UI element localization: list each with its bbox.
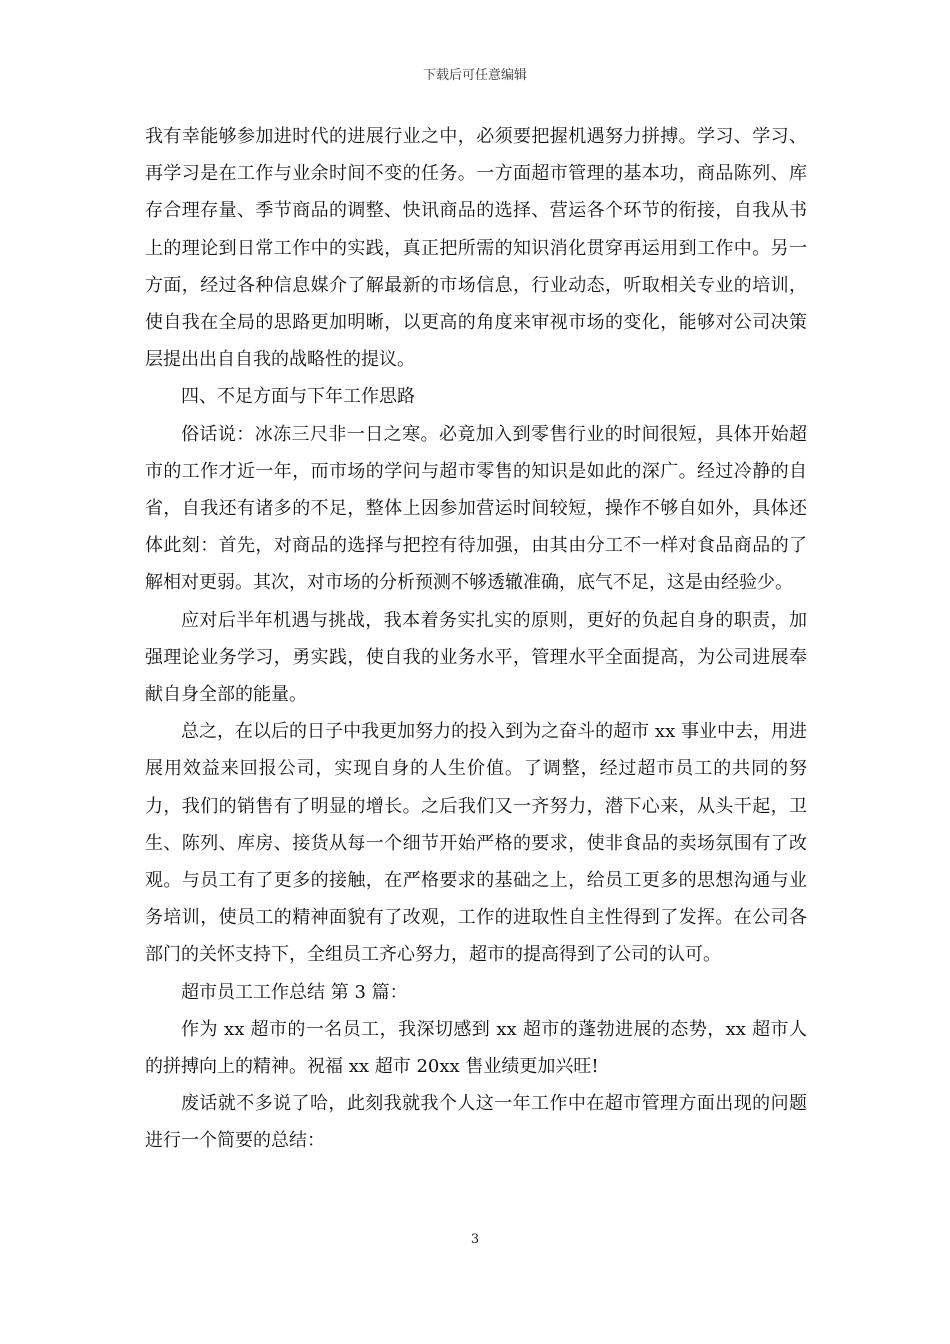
paragraph-continuation: 我有幸能够参加进时代的进展行业之中，必须要把握机遇努力拼搏。学习、学习、再学习是在工作与业余时间不变的任务。一方面超市管理的基本功，商品陈列、库存合理存量、季节商品的调整、快讯商品的选择、营运各个环节的衔接，自我从书上的理论到日常工作中的实践，真正把所需的知识消化贯穿再运用到工作中。另一方面，经过各种信息媒介了解最新的市场信息，行业动态，听取相关专业的培训，使自我在全局的思路更加明晰，以更高的角度来审视市场的变化，能够对公司决策层提出出自自我的战略性的提议。 xyxy=(145,126,807,371)
paragraph-as-employee: 作为 xx 超市的一名员工，我深切感到 xx 超市的蓬勃进展的态势，xx 超市人的拼搏向上的精神。祝福 xx 超市 20xx 售业绩更加兴旺! xyxy=(145,1018,807,1078)
document-body xyxy=(145,118,807,1160)
section-title-part-3: 超市员工工作总结 第 3 篇： xyxy=(181,981,408,1003)
page-header: 下载后可任意编辑 xyxy=(422,68,527,83)
section-heading-shortcomings: 四、不足方面与下年工作思路 xyxy=(181,386,415,408)
page-number: 3 xyxy=(470,1232,480,1247)
paragraph-conclusion: 总之，在以后的日子中我更加努力的投入到为之奋斗的超市 xx 事业中去，用进展用效益来回报公司，实现自身的人生价值。了调整，经过超市员工的共同的努力，我们的销售有了明显的增长。之后我们又一齐努力，潜下心来，从头干起，卫生、陈列、库房、接货从每一个细节开始严格的要求，使非食品的卖场氛围有了改观。与员工有了更多的接触，在严格要求的基础之上，给员工更多的思想沟通与业务培训，使员工的精神面貌有了改观，工作的进取性自主性得到了发挥。在公司各部门的关怀支持下，全组员工齐心努力，超市的提高得到了公司的认可。 xyxy=(145,721,807,966)
paragraph-second-half: 应对后半年机遇与挑战，我本着务实扎实的原则，更好的负起自身的职责，加强理论业务学习，勇实践，使自我的业务水平，管理水平全面提高，为公司进展奉献自身全部的能量。 xyxy=(145,609,807,706)
paragraph-proverb: 俗话说：冰冻三尺非一日之寒。必竟加入到零售行业的时间很短，具体开始超市的工作才近一年，而市场的学问与超市零售的知识是如此的深广。经过冷静的自省，自我还有诸多的不足，整体上因参加营运时间较短，操作不够自如外，具体还体此刻：首先，对商品的选择与把控有待加强，由其由分工不一样对食品商品的了解相对更弱。其次，对市场的分析预测不够透辙准确，底气不足，这是由经验少。 xyxy=(145,423,807,594)
paragraph-summary-intro: 废话就不多说了哈，此刻我就我个人这一年工作中在超市管理方面出现的问题进行一个简要的总结： xyxy=(145,1093,807,1152)
